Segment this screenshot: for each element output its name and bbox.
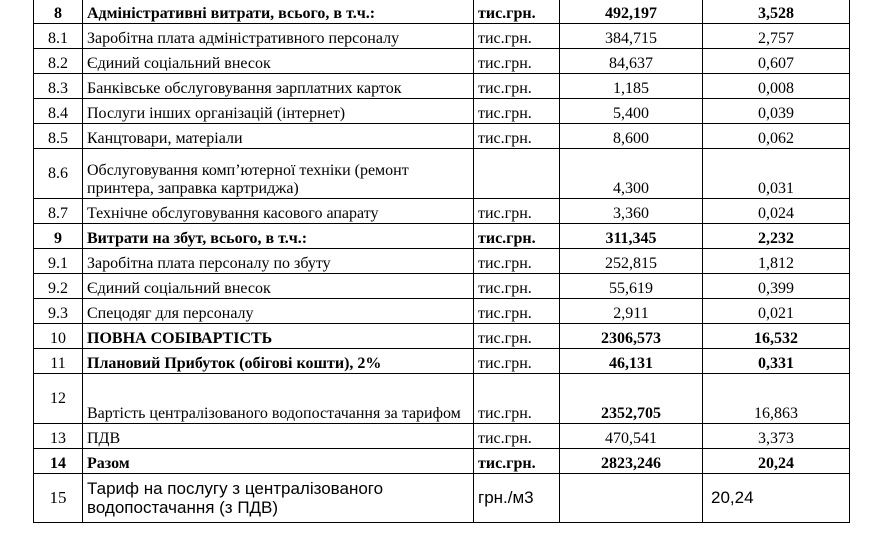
row-unit: тис.грн. bbox=[474, 349, 560, 374]
row-number: 9 bbox=[34, 224, 83, 249]
row-number: 8 bbox=[34, 0, 83, 24]
row-value-total: 470,541 bbox=[560, 424, 703, 449]
row-unit: тис.грн. bbox=[474, 99, 560, 124]
row-value-total: 46,131 bbox=[560, 349, 703, 374]
row-name: Адміністративні витрати, всього, в т.ч.: bbox=[83, 0, 474, 24]
row-value-per-unit: 3,528 bbox=[703, 0, 850, 24]
row-unit: тис.грн. bbox=[474, 124, 560, 149]
row-unit: тис.грн. bbox=[474, 249, 560, 274]
row-value-per-unit: 0,062 bbox=[703, 124, 850, 149]
row-number: 10 bbox=[34, 324, 83, 349]
row-value-total: 5,400 bbox=[560, 99, 703, 124]
table-row bbox=[34, 474, 850, 523]
row-value-per-unit: 0,031 bbox=[703, 149, 850, 199]
row-unit: тис.грн. bbox=[474, 374, 560, 424]
table-row bbox=[34, 74, 850, 99]
row-unit: тис.грн. bbox=[474, 424, 560, 449]
row-number: 8.2 bbox=[34, 49, 83, 74]
table-row bbox=[34, 374, 850, 424]
row-number: 8.6 bbox=[34, 149, 83, 199]
row-number: 13 bbox=[34, 424, 83, 449]
row-unit: тис.грн. bbox=[474, 324, 560, 349]
row-value-total: 2352,705 bbox=[560, 374, 703, 424]
row-value-per-unit: 0,039 bbox=[703, 99, 850, 124]
row-name: Послуги інших організацій (інтернет) bbox=[83, 99, 474, 124]
table-row bbox=[34, 449, 850, 474]
row-name: Тариф на послугу з централізованого водопостачання (з ПДВ) bbox=[83, 474, 474, 523]
row-number: 8.4 bbox=[34, 99, 83, 124]
row-value-per-unit: 0,021 bbox=[703, 299, 850, 324]
row-unit: тис.грн. bbox=[474, 449, 560, 474]
cost-table-container bbox=[33, 0, 850, 523]
row-value-per-unit: 20,24 bbox=[703, 449, 850, 474]
row-value-total: 3,360 bbox=[560, 199, 703, 224]
row-value-per-unit: 3,373 bbox=[703, 424, 850, 449]
row-unit: тис.грн. bbox=[474, 199, 560, 224]
row-name: Канцтовари, матеріали bbox=[83, 124, 474, 149]
row-name: Банківське обслуговування зарплатних карток bbox=[83, 74, 474, 99]
table-row bbox=[34, 324, 850, 349]
row-number: 9.3 bbox=[34, 299, 83, 324]
row-unit: тис.грн. bbox=[474, 299, 560, 324]
row-number: 11 bbox=[34, 349, 83, 374]
row-value-total: 84,637 bbox=[560, 49, 703, 74]
row-value-total: 55,619 bbox=[560, 274, 703, 299]
cost-table bbox=[33, 0, 850, 523]
row-value-per-unit: 16,863 bbox=[703, 374, 850, 424]
row-value-total: 311,345 bbox=[560, 224, 703, 249]
row-value-total: 1,185 bbox=[560, 74, 703, 99]
row-name: Спецодяг для персоналу bbox=[83, 299, 474, 324]
row-number: 8.7 bbox=[34, 199, 83, 224]
row-number: 12 bbox=[34, 374, 83, 424]
row-value-per-unit: 20,24 bbox=[703, 474, 850, 523]
row-value-total: 492,197 bbox=[560, 0, 703, 24]
table-row bbox=[34, 124, 850, 149]
row-name: Разом bbox=[83, 449, 474, 474]
row-name: Заробітна плата персоналу по збуту bbox=[83, 249, 474, 274]
row-value-total: 4,300 bbox=[560, 149, 703, 199]
row-value-per-unit: 16,532 bbox=[703, 324, 850, 349]
row-number: 14 bbox=[34, 449, 83, 474]
table-row bbox=[34, 224, 850, 249]
row-value-per-unit: 0,399 bbox=[703, 274, 850, 299]
row-number: 9.1 bbox=[34, 249, 83, 274]
row-value-total: 2306,573 bbox=[560, 324, 703, 349]
table-row bbox=[34, 299, 850, 324]
row-name: ПДВ bbox=[83, 424, 474, 449]
row-name: Технічне обслуговування касового апарату bbox=[83, 199, 474, 224]
row-value-total: 384,715 bbox=[560, 24, 703, 49]
table-row bbox=[34, 349, 850, 374]
table-row bbox=[34, 199, 850, 224]
row-value-per-unit: 0,024 bbox=[703, 199, 850, 224]
table-row bbox=[34, 99, 850, 124]
row-unit: тис.грн. bbox=[474, 274, 560, 299]
table-row bbox=[34, 424, 850, 449]
row-value-per-unit: 0,008 bbox=[703, 74, 850, 99]
row-number: 8.5 bbox=[34, 124, 83, 149]
row-name: Витрати на збут, всього, в т.ч.: bbox=[83, 224, 474, 249]
row-value-per-unit: 1,812 bbox=[703, 249, 850, 274]
row-name: Обслуговування комп’ютерної техніки (ремонт принтера, заправка картриджа) bbox=[83, 149, 474, 199]
row-value-total bbox=[560, 474, 703, 523]
row-number: 8.1 bbox=[34, 24, 83, 49]
row-name: Єдиний соціальний внесок bbox=[83, 274, 474, 299]
row-unit bbox=[474, 149, 560, 199]
row-value-per-unit: 2,757 bbox=[703, 24, 850, 49]
row-number: 8.3 bbox=[34, 74, 83, 99]
row-name: Заробітна плата адміністративного персоналу bbox=[83, 24, 474, 49]
row-name: Єдиний соціальний внесок bbox=[83, 49, 474, 74]
row-unit: тис.грн. bbox=[474, 224, 560, 249]
table-row bbox=[34, 274, 850, 299]
row-value-total: 252,815 bbox=[560, 249, 703, 274]
table-row bbox=[34, 0, 850, 24]
row-value-total: 2,911 bbox=[560, 299, 703, 324]
row-name: ПОВНА СОБІВАРТІСТЬ bbox=[83, 324, 474, 349]
row-unit: тис.грн. bbox=[474, 74, 560, 99]
row-value-total: 2823,246 bbox=[560, 449, 703, 474]
row-number: 9.2 bbox=[34, 274, 83, 299]
row-value-total: 8,600 bbox=[560, 124, 703, 149]
table-row bbox=[34, 49, 850, 74]
table-row bbox=[34, 249, 850, 274]
row-value-per-unit: 0,331 bbox=[703, 349, 850, 374]
row-unit: тис.грн. bbox=[474, 0, 560, 24]
row-unit: грн./м3 bbox=[474, 474, 560, 523]
row-name: Вартість централізованого водопостачання за тарифом bbox=[83, 374, 474, 424]
row-name: Плановий Прибуток (обігові кошти), 2% bbox=[83, 349, 474, 374]
row-value-per-unit: 0,607 bbox=[703, 49, 850, 74]
row-number: 15 bbox=[34, 474, 83, 523]
table-row bbox=[34, 149, 850, 199]
row-unit: тис.грн. bbox=[474, 49, 560, 74]
row-value-per-unit: 2,232 bbox=[703, 224, 850, 249]
row-unit: тис.грн. bbox=[474, 24, 560, 49]
table-row bbox=[34, 24, 850, 49]
